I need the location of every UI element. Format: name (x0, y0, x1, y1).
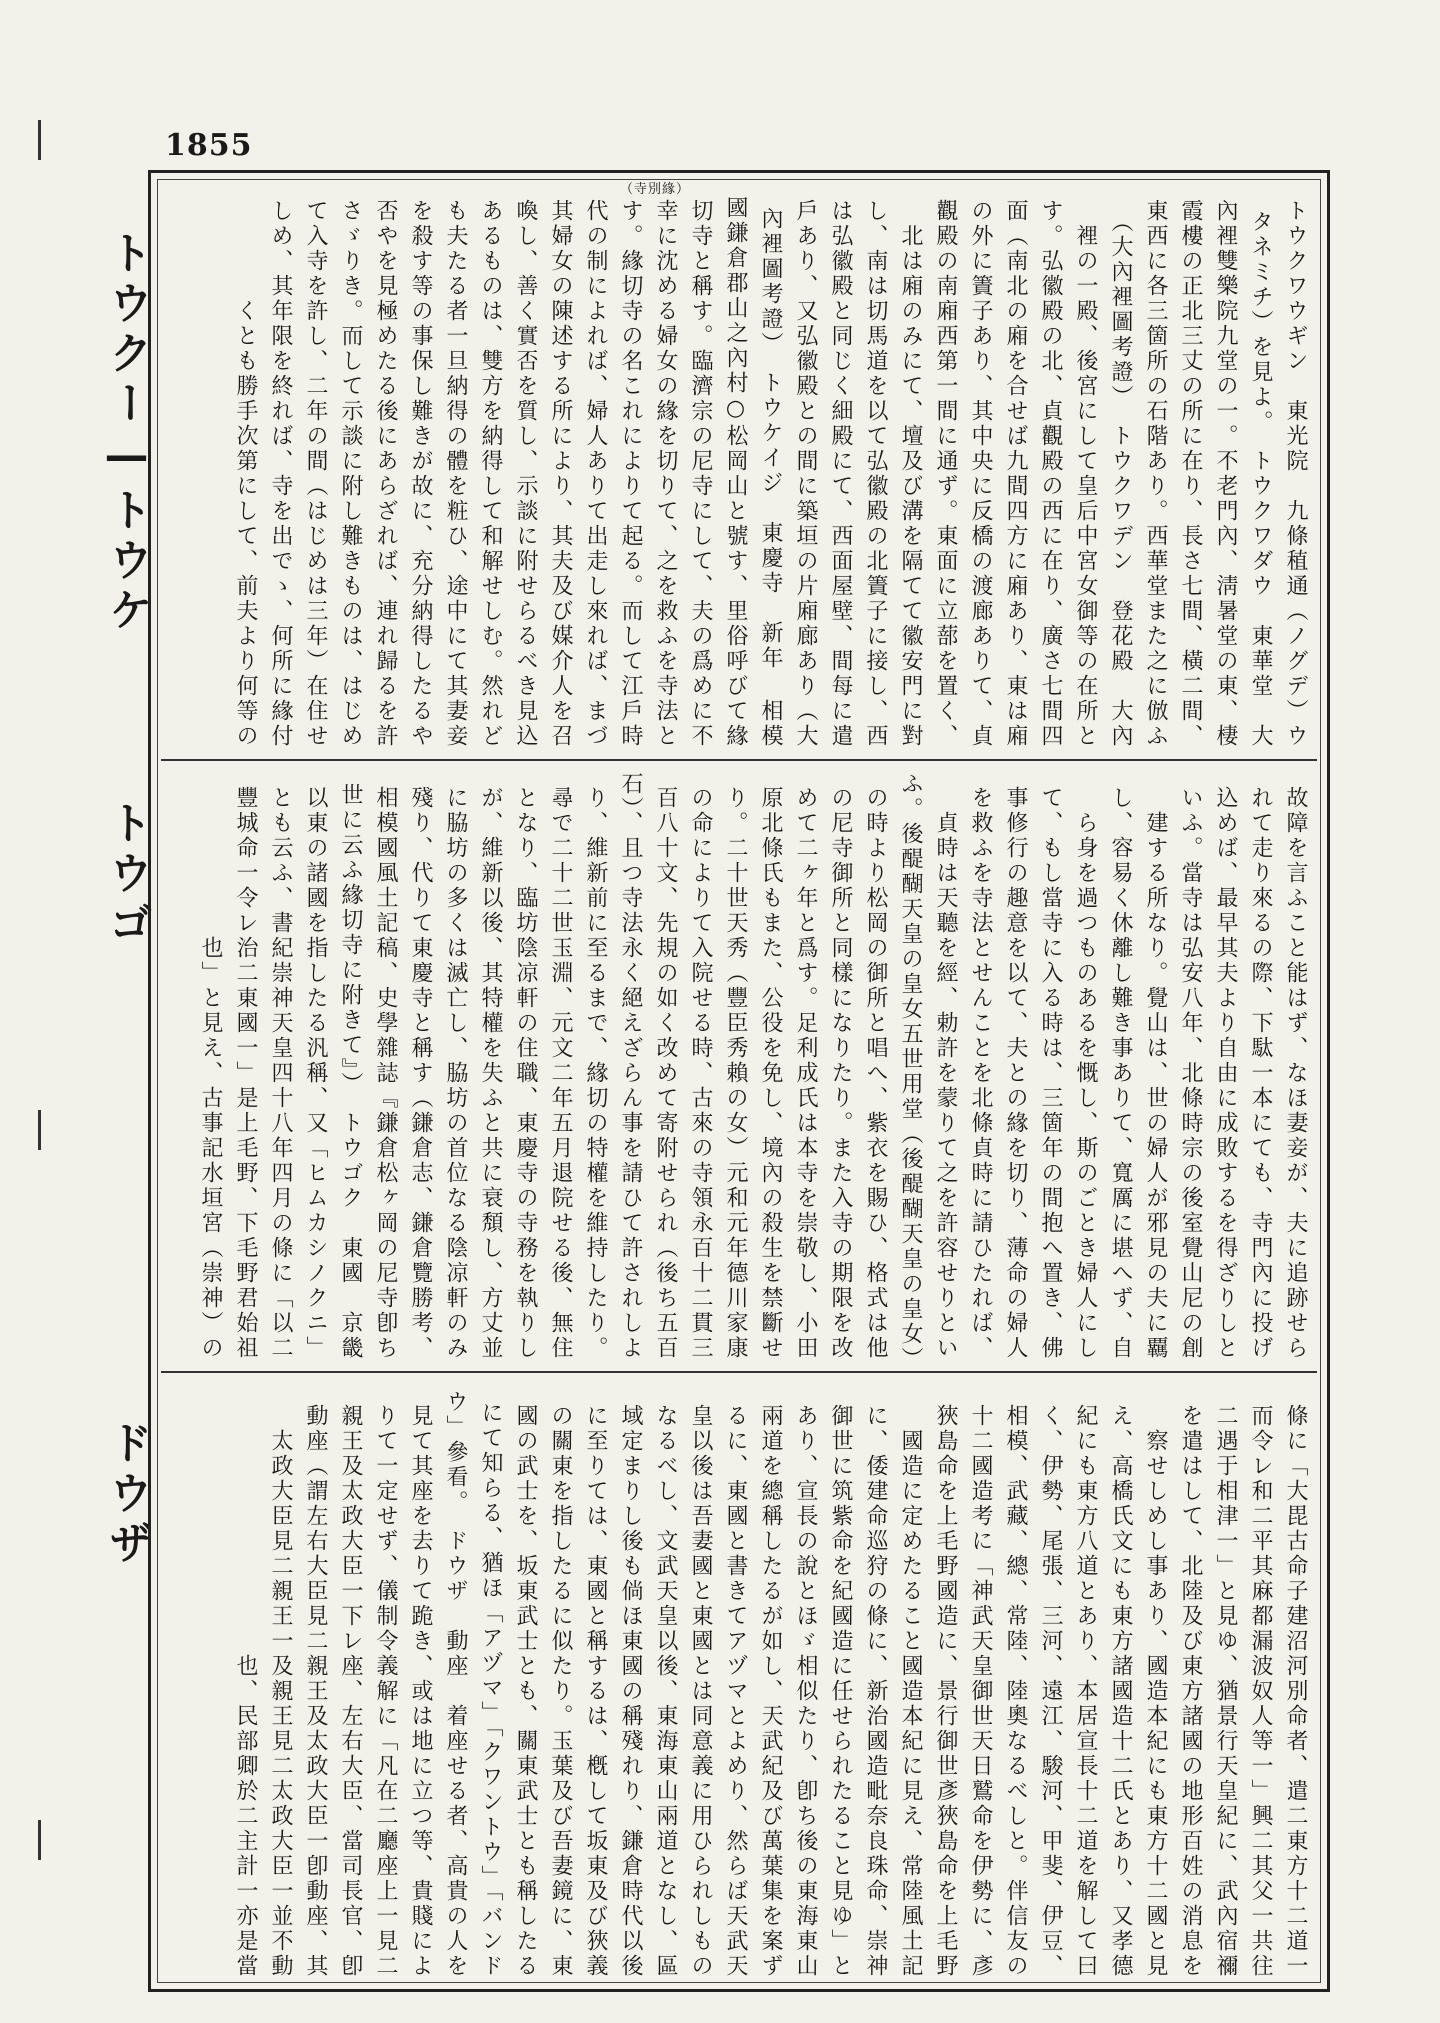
margin-tick-mark (38, 1820, 45, 1860)
running-head-toukuu-touke: トウクー—トウケ (101, 230, 152, 637)
band-divider-lower (161, 1371, 1317, 1373)
page-number: 1855 (165, 128, 253, 163)
section-tag-label: （寺別緣） (620, 182, 691, 197)
running-head-tougo: トウゴ (101, 800, 152, 950)
running-head-douza: ドウザ (101, 1420, 152, 1570)
body-text-top: トウクワウギン 東光院 九條稙通（ノグデ）ウタネミチ）を見よ。 トウクワダウ 東華堂 大內裡雙樂院九堂の一。不老門內、淸暑堂の東、棲霞樓の正北三丈の所に在り、長さ七間、橫二間、東西に各三箇所の石階あり。西華堂また之に倣ふ（大內裡圖考證） トウクワデン 登花殿 大內裡の一殿、後宮にして皇后中宮女御等の在所とす。弘徽殿の北、貞觀殿の西に在り、廣さ七間四面（南北の廂を合せば九間四方に廂あり、東は廂の外に簀子あり、其中央に反橋の渡廊ありて、貞觀殿の南廂西第一間に通ず。東面に立蔀を置く、北は廂のみにて、壇及び溝を隔てて徽安門に對し、南は切馬道を以て弘徽殿の北簀子に接し、西は弘徽殿と同じく細殿にて、西面屋壁、間每に遣戶あり、又弘徽殿との間に築垣の片廂廊あり（大內裡圖考證） トウケイジ 東慶寺 新年 相模國鎌倉郡山之內村○松岡山と號す、里俗呼びて緣切寺と稱す。臨濟宗の尼寺にして、夫の爲めに不幸に沈める婦女の緣を切りて、之を救ふを寺法とす。緣切寺の名これによりて起る。而して江戶時代の制によれば、婦人ありて出走し來れば、まづ其婦女の陳述する所により、其夫及び媒介人を召喚し、善く實否を質し、示談に附せらるべき見込あるものは、雙方を納得して和解せしむ。然れども夫たる者一旦納得の體を粧ひ、途中にて其妻妾を殺す等の事保し難きが故に、充分納得したるや否やを見極めたる後にあらざれば、連れ歸るを許さゞりき。而して示談に附し難きものは、はじめて入寺を許し、二年の間（はじめは三年）在住せしめ、其年限を終れば、寺を出でゝ、何所に緣付くとも勝手次第にして、前夫より何等の (233, 196, 1308, 749)
margin-tick-mark (38, 1110, 45, 1150)
body-text-bottom: 條に「大毘古命子建沼河別命者、遣二東方十二道一而令レ和二平其麻都漏波奴人等一」興二其父一共往二遇于相津一」と見ゆ、猶景行天皇紀に、武內宿禰を遣はして、北陸及び東方諸國の地形百姓の消息を察せしめし事あり、國造本紀にも東方十二國と見え、高橋氏文にも東方諸國造十二氏とあり、又孝德紀にも東方八道とあり、本居宣長十二道を解して曰く、伊勢、尾張、三河、遠江、駿河、甲斐、伊豆、相模、武藏、總、常陸、陸奧なるべしと。伴信友の十二國造考に「神武天皇御世天日鷲命を伊勢に、彥狹島命を上毛野國造に、景行御世彥狹島命を上毛野國造に定めたること國造本紀に見え、常陸風土記に、倭建命巡狩の條に、新治國造毗奈良珠命、崇神御世に筑紫命を紀國造に任せられたること見ゆ」とあり、宣長の說とほゞ相似たり、卽ち後の東海東山兩道を總稱したるが如し、天武紀及び萬葉集を案ずるに、東國と書きてアヅマとよめり、然らば天武天皇以後は吾妻國と東國とは同意義に用ひられしものなるべし、文武天皇以後、東海東山兩道となし、區域定まりし後も倘ほ東國の稱殘れり、鎌倉時代以後に至りては、東國と稱するは、槪して坂東及び狹義の關東を指したるに似たり。玉葉及び吾妻鏡に、東國の武士を、坂東武士とも、關東武士とも稱したるにて知らる、猶ほ「アヅマ」「クワントウ」「バンドウ」參看。 ドウザ 動座 着座せる者、高貴の人を見て其座を去りて跪き、或は地に立つ等、貴賤によりて一定せず、儀制令義解に「凡在二廳座上一見二親王及太政大臣一下レ座、左右大臣、當司長官、卽動座（謂左右大臣見二親王及太政大臣一卽動座、其太政大臣見二親王一及親王見二太政大臣一並不動也、民部卿於二主計一亦是當 (233, 1390, 1308, 1979)
text-band-bottom (165, 1383, 1313, 1979)
body-text-middle: 故障を言ふこと能はず、なほ妻妾が、夫に追跡せられて走り來るの際、下駄一本にても、寺門內に投げ込めば、最早其夫より自由に成敗するを得ざりしといふ。當寺は弘安八年、北條時宗の後室覺山尼の創建する所なり。覺山は、世の婦人が邪見の夫に覊し、容易く休離し難き事ありて、寬厲に堪へず、自ら身を過つものあるを慨し、斯のごとき婦人にして、もし當寺に入る時は、三箇年の間抱へ置き、佛事修行の趣意を以て、夫との緣を切り、薄命の婦人を救ふを寺法とせんことを北條貞時に請ひたれば、貞時は天聽を經、勅許を蒙りて之を許容せりといふ。後醍醐天皇の皇女五世用堂（後醍醐天皇の皇女）の時より松岡の御所と唱へ、紫衣を賜ひ、格式は他の尼寺御所と同樣になりたり。また入寺の期限を改めて二ヶ年と爲す。足利成氏は本寺を崇敬し、小田原北條氏もまた、公役を免し、境內の殺生を禁斷せり。二十世天秀（豐臣秀賴の女）元和元年德川家康の命によりて入院せる時、古來の寺領永百十二貫三百八十文、先規の如く改めて寄附せられ（後ち五百石）、且つ寺法永く絕えざらん事を請ひて許されしより、維新前に至るまで、緣切の特權を維持したり。尋で二十二世玉淵、元文二年五月退院せる後、無住となり、臨坊陰凉軒の住職、東慶寺の寺務を執りしが、維新以後、其特權を失ふと共に衰頽し、方丈並に脇坊の多くは滅亡し、脇坊の首位なる陰凉軒のみ殘り、代りて東慶寺と稱す（鎌倉志、鎌倉覽勝考、相模國風土記稿、史學雜誌『鎌倉松ヶ岡の尼寺卽ち世に云ふ緣切寺に附きて』） トウゴク 東國 京畿以東の諸國を指したる汎稱、又「ヒムカシノクニ」とも云ふ、書紀崇神天皇四十八年四月の條に「以二豐城命一令レ治二東國一」是上毛野、下毛野君始祖也」と見え、古事記水垣宮（崇神）の (198, 772, 1308, 1361)
margin-tick-mark (38, 120, 45, 160)
text-band-middle (165, 771, 1313, 1361)
band-divider-upper (161, 759, 1317, 761)
page-frame (148, 170, 1330, 1992)
text-band-top (165, 189, 1313, 749)
